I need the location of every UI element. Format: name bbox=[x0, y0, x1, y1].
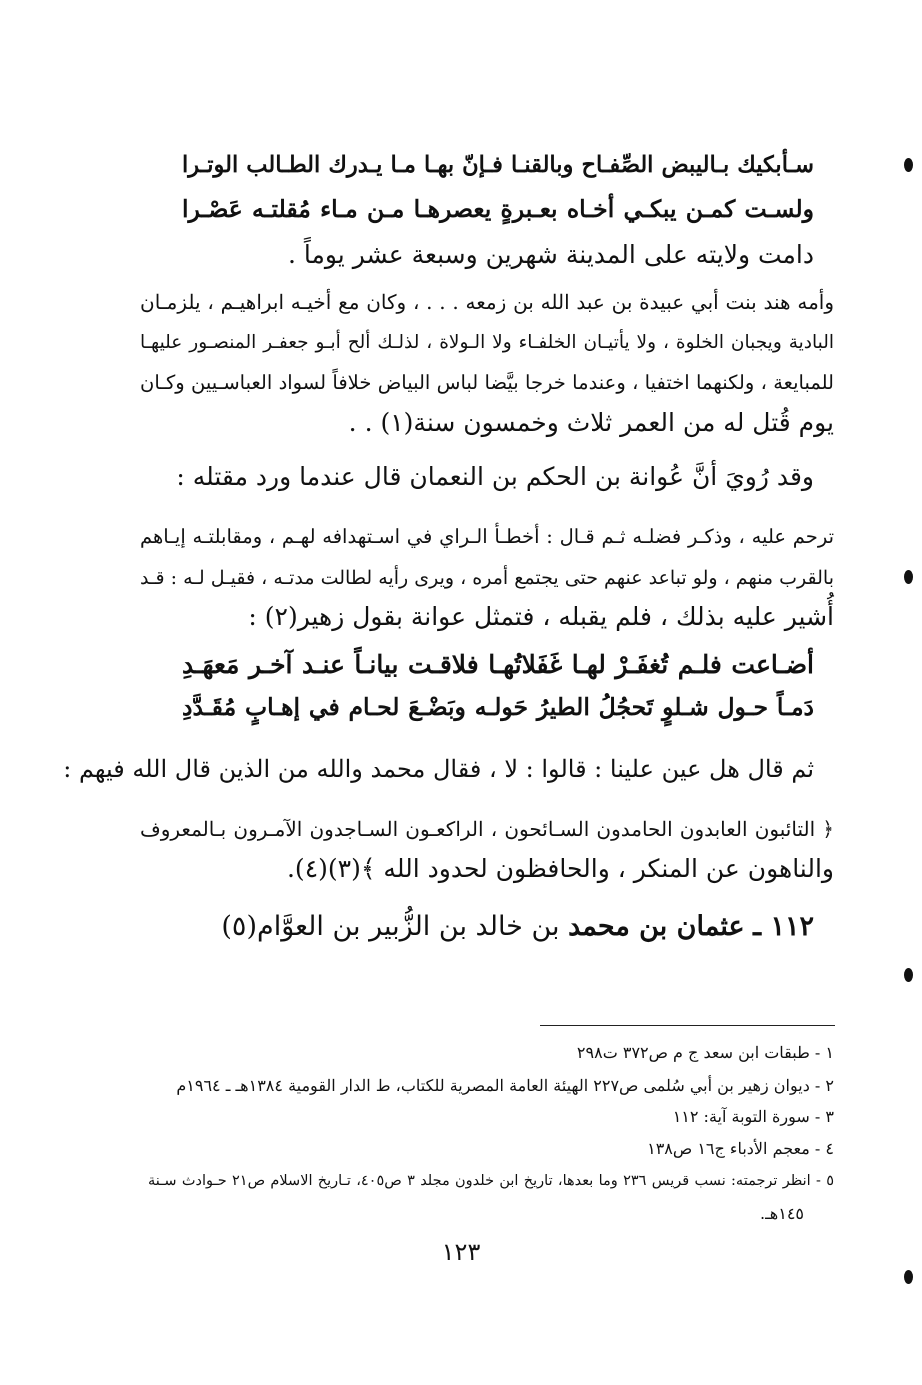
paragraph-line: وقد رُويَ أنَّ عُوانة بن الحكم بن النعمان قال عندما ورد مقتله : bbox=[176, 462, 814, 491]
verse-line: دَمـاً حـول شـلوٍ تَحجُلُ الطيرُ حَولـه وبَضْـعَ لحـام في إهـابٍ مُقَـدَّدِ bbox=[182, 693, 814, 721]
paragraph-line: أُشير عليه بذلك ، فلم يقبله ، فتمثل عوانة بقول زهير(٢) : bbox=[248, 602, 834, 631]
quran-quote-line: والناهون عن المنكر ، والحافظون لحدود الله ﴾(٣)(٤). bbox=[286, 854, 834, 883]
entry-lineage: بن خالد بن الزُّبير بن العوَّام(٥) bbox=[221, 911, 560, 942]
footnote: ٥ - انظر ترجمته: نسب قريس ٢٣٦ وما بعدها، تاريخ ابن خلدون مجلد ٣ ص٤٠٥، تـاريخ الاسلام ص٢١ حـوادث سـنة bbox=[148, 1173, 835, 1189]
margin-dot bbox=[904, 968, 913, 982]
footnote-separator bbox=[540, 1025, 835, 1026]
paragraph-line: ثم قال هل عين علينا : قالوا : لا ، فقال محمد والله من الذين قال الله فيهم : bbox=[63, 755, 814, 783]
margin-dot bbox=[904, 570, 913, 584]
quran-quote-line: ﴿ التائبون العابدون الحامدون السـائحون ، الراكعـون السـاجدون الآمـرون بـالمعروف bbox=[140, 817, 834, 841]
entry-heading bbox=[221, 910, 814, 944]
page-number: ١٢٣ bbox=[441, 1238, 481, 1266]
verse-line: سـأبكيك بـاليبض الصِّفـاح وبالقنـا فـإنّ بهـا مـا يـدرك الطـالب الوتـرا bbox=[182, 152, 814, 178]
paragraph-line: دامت ولايته على المدينة شهرين وسبعة عشر يوماً . bbox=[287, 240, 814, 269]
margin-dot bbox=[904, 158, 913, 172]
paragraph-line: يوم قُتل له من العمر ثلاث وخمسون سنة(١) . . bbox=[348, 408, 834, 437]
entry-name: عثمان بن محمد bbox=[568, 911, 745, 942]
verse-line: أضـاعت فلـم تُغفَـرْ لهـا غَفَلاتُهـا فلاقـت بيانـاً عنـد آخـر مَعهَـدِ bbox=[182, 650, 814, 679]
paragraph-line: بالقرب منهم ، ولو تباعد عنهم حتى يجتمع أمره ، ويرى رأيه لطالت مدتـه ، فقيـل لـه : قـد bbox=[140, 567, 834, 589]
paragraph-line: وأمه هند بنت أبي عبيدة بن عبد الله بن زمعه . . . ، وكان مع أخيـه ابراهيـم ، يلزمـان bbox=[140, 290, 834, 314]
footnote: ١٤٥هـ. bbox=[760, 1204, 804, 1223]
footnote: ٢ - ديوان زهير بن أبي سُلمى ص٢٢٧ الهيئة العامة المصرية للكتاب، ط الدار القومية ١٣٨٤هـ ـ ١٩٦٤م bbox=[176, 1076, 834, 1095]
verse-line: ولسـت كمـن يبكـي أخـاه بعـبرةٍ يعصرهـا مـن مـاء مُقلتـه عَصْـرا bbox=[182, 195, 814, 223]
footnote: ٣ - سورة التوبة آية: ١١٢ bbox=[672, 1107, 834, 1126]
footnote: ١ - طبقات ابن سعد ج م ص٣٧٢ ت٢٩٨ bbox=[576, 1043, 834, 1062]
footnote: ٤ - معجم الأدباء ج١٦ ص١٣٨ bbox=[647, 1139, 834, 1158]
paragraph-line: البادية ويجبان الخلوة ، ولا يأتيـان الخلفـاء ولا الـولاة ، لذلـك ألح أبـو جعفـر المنصـور عليهـا bbox=[140, 332, 834, 353]
paragraph-line: للمبايعة ، ولكنهما اختفيا ، وعندما خرجا بيَّضا لباس البياض خلافاً لسواد العباسـيين وكـان bbox=[140, 371, 834, 394]
paragraph-line: ترحم عليه ، وذكـر فضلـه ثـم قـال : أخطـأ الـراي في اسـتهدافه لهـم ، ومقابلتـه إيـاهم bbox=[140, 525, 834, 548]
margin-dot bbox=[904, 1270, 913, 1284]
entry-number: ١١٢ ـ bbox=[753, 911, 814, 942]
